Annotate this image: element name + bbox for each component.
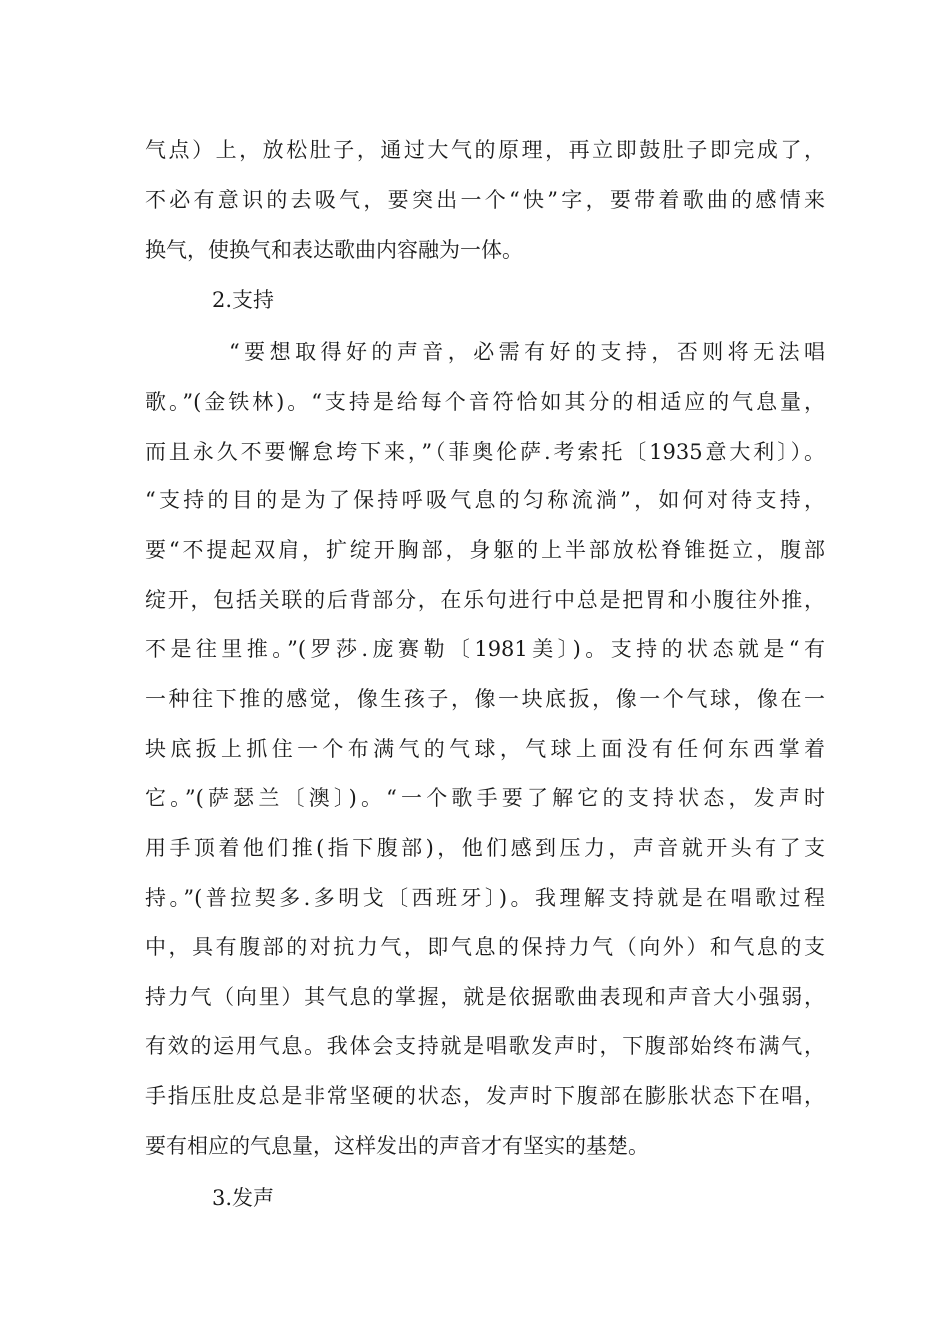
paragraph2-line-15: 有效的运用气息。我体会支持就是唱歌发声时，下腹部始终布满气，: [145, 1034, 825, 1058]
paragraph2-line-13: 中，具有腹部的对抗力气，即气息的保持力气（向外）和气息的支: [145, 935, 825, 959]
paragraph2-line-4: “支持的目的是为了保持呼吸气息的匀称流淌”，如何对待支持，: [145, 488, 825, 512]
paragraph2-line-12: 持。”(普拉契多.多明戈〔西班牙〕)。我理解支持就是在唱歌过程: [145, 886, 825, 910]
section-heading-3: 3.发声: [212, 1186, 275, 1210]
paragraph2-line-7: 不是往里推。”(罗莎.庞赛勒〔1981美〕)。支持的状态就是“有: [145, 637, 825, 661]
paragraph2-line-2: 歌。”(金铁林)。“支持是给每个音符恰如其分的相适应的气息量，: [145, 390, 825, 414]
paragraph2-line-11: 用手顶着他们推(指下腹部)，他们感到压力，声音就开头有了支: [145, 836, 825, 860]
paragraph2-line-9: 块底扳上抓住一个布满气的气球，气球上面没有任何东西掌着: [145, 737, 825, 761]
paragraph1-line-3: 换气，使换气和表达歌曲内容融为一体。: [145, 238, 523, 262]
paragraph2-line-14: 持力气（向里）其气息的掌握，就是依据歌曲表现和声音大小强弱，: [145, 985, 825, 1009]
paragraph2-line-10: 它。”(萨瑟兰〔澳〕)。“一个歌手要了解它的支持状态，发声时: [145, 786, 825, 810]
paragraph2-line-3: 而且永久不要懈怠垮下来，”（菲奥伦萨.考索托〔1935意大利〕）。: [145, 440, 825, 464]
paragraph1-line-2: 不必有意识的去吸气，要突出一个“快”字，要带着歌曲的感情来: [145, 188, 825, 212]
paragraph1-line-1: 气点）上，放松肚子，通过大气的原理，再立即鼓肚子即完成了，: [145, 138, 825, 162]
paragraph2-line-16: 手指压肚皮总是非常坚硬的状态，发声时下腹部在膨胀状态下在唱，: [145, 1084, 825, 1108]
section-heading-2: 2.支持: [212, 288, 275, 312]
paragraph2-line-1: “要想取得好的声音，必需有好的支持，否则将无法唱: [229, 340, 825, 364]
paragraph2-line-6: 绽开，包括关联的后背部分，在乐句进行中总是把胃和小腹往外推，: [145, 588, 825, 612]
paragraph2-line-5: 要“不提起双肩，扩绽开胸部，身躯的上半部放松脊锥挺立，腹部: [145, 538, 825, 562]
paragraph2-line-8: 一种往下推的感觉，像生孩子，像一块底扳，像一个气球，像在一: [145, 687, 825, 711]
paragraph2-line-17: 要有相应的气息量，这样发出的声音才有坚实的基楚。: [145, 1134, 649, 1158]
